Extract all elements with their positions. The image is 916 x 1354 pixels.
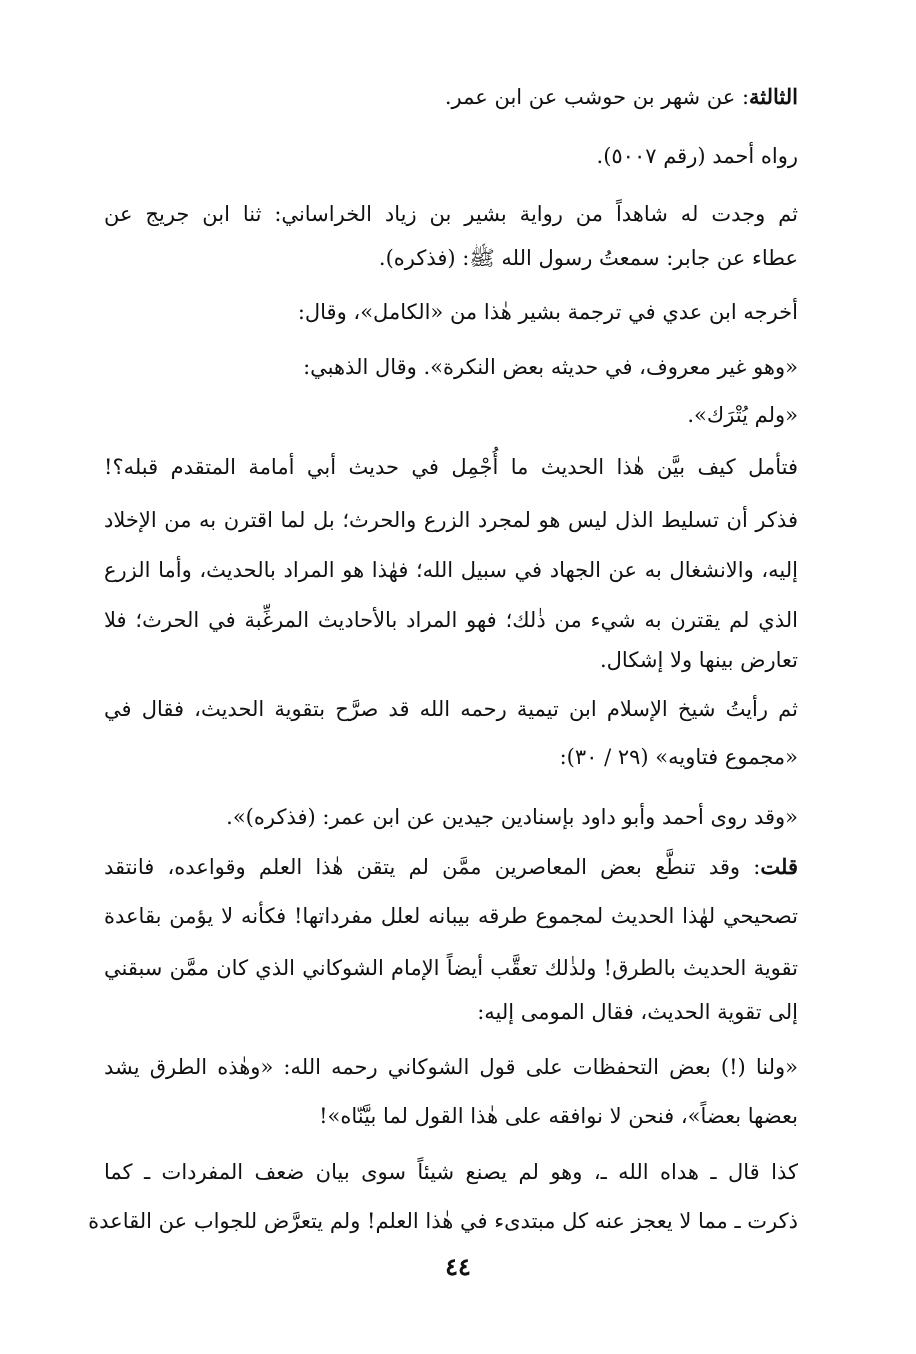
text-line: «ولنا (!) بعض التحفظات على قول الشوكاني رحمه الله: «وهٰذه الطرق يشد <box>104 1055 798 1079</box>
text-line: قلت: وقد تنطَّع بعض المعاصرين ممَّن لم يتقن هٰذا العلم وقواعده، فانتقد <box>104 854 798 879</box>
qultu-label: قلت <box>760 854 798 879</box>
text-line: كذا قال ـ هداه الله ـ، وهو لم يصنع شيئاً سوى بيان ضعف المفردات ـ كما <box>104 1160 798 1184</box>
page-number: ٤٤ <box>445 1252 471 1281</box>
text-line: فتأمل كيف بيَّن هٰذا الحديث ما أُجْمِل في حديث أبي أمامة المتقدم قبله؟! <box>104 455 798 479</box>
text-line: «وقد روى أحمد وأبو داود بإسنادين جيدين عن ابن عمر: (فذكره)». <box>226 805 798 829</box>
text-line: تقوية الحديث بالطرق! ولذٰلك تعقَّب أيضاً الإمام الشوكاني الذي كان ممَّن سبقني <box>104 956 798 980</box>
text-line: تعارض بينها ولا إشكال. <box>599 648 798 672</box>
text-line: تصحيحي لهٰذا الحديث لمجموع طرقه بيبانه لعلل مفرداتها! فكأنه لا يؤمن بقاعدة <box>104 904 798 928</box>
text-line: «ولم يُتْرَك». <box>687 403 798 427</box>
text-line: الثالثة: عن شهر بن حوشب عن ابن عمر. <box>444 84 798 109</box>
text-line: ثم رأيتُ شيخ الإسلام ابن تيمية رحمه الله قد صرَّح بتقوية الحديث، فقال في <box>104 697 798 721</box>
text-line: إلى تقوية الحديث، فقال المومى إليه: <box>477 1000 798 1024</box>
text-line: فذكر أن تسليط الذل ليس هو لمجرد الزرع والحرث؛ بل لما اقترن به من الإخلاد <box>104 508 798 532</box>
text-line: ذكرت ـ مما لا يعجز عنه كل مبتدىء في هٰذا العلم! ولم يتعرَّض للجواب عن القاعدة <box>88 1209 798 1233</box>
text-line: الذي لم يقترن به شيء من ذٰلك؛ فهو المراد بالأحاديث المرغِّبة في الحرث؛ فلا <box>104 608 798 632</box>
text-line: إليه، والانشغال به عن الجهاد في سبيل الله؛ فهٰذا هو المراد بالحديث، وأما الزرع <box>104 558 798 582</box>
text-line: «وهو غير معروف، في حديثه بعض النكرة». وقال الذهبي: <box>303 355 798 379</box>
text-line: ثم وجدت له شاهداً من رواية بشير بن زياد الخراساني: ثنا ابن جريج عن <box>104 202 798 226</box>
text-line: بعضها بعضاً»، فنحن لا نوافقه على هٰذا القول لما بيَّنّاه»! <box>319 1104 798 1128</box>
section-label: الثالثة <box>749 84 798 109</box>
text-line: رواه أحمد (رقم ٥٠٠٧). <box>596 144 798 168</box>
text-line: عطاء عن جابر: سمعتُ رسول الله ﷺ: (فذكره). <box>378 246 798 270</box>
text-line: أخرجه ابن عدي في ترجمة بشير هٰذا من «الكامل»، وقال: <box>297 300 798 324</box>
text-line: «مجموع فتاويه» (٢٩ / ٣٠): <box>559 745 798 769</box>
